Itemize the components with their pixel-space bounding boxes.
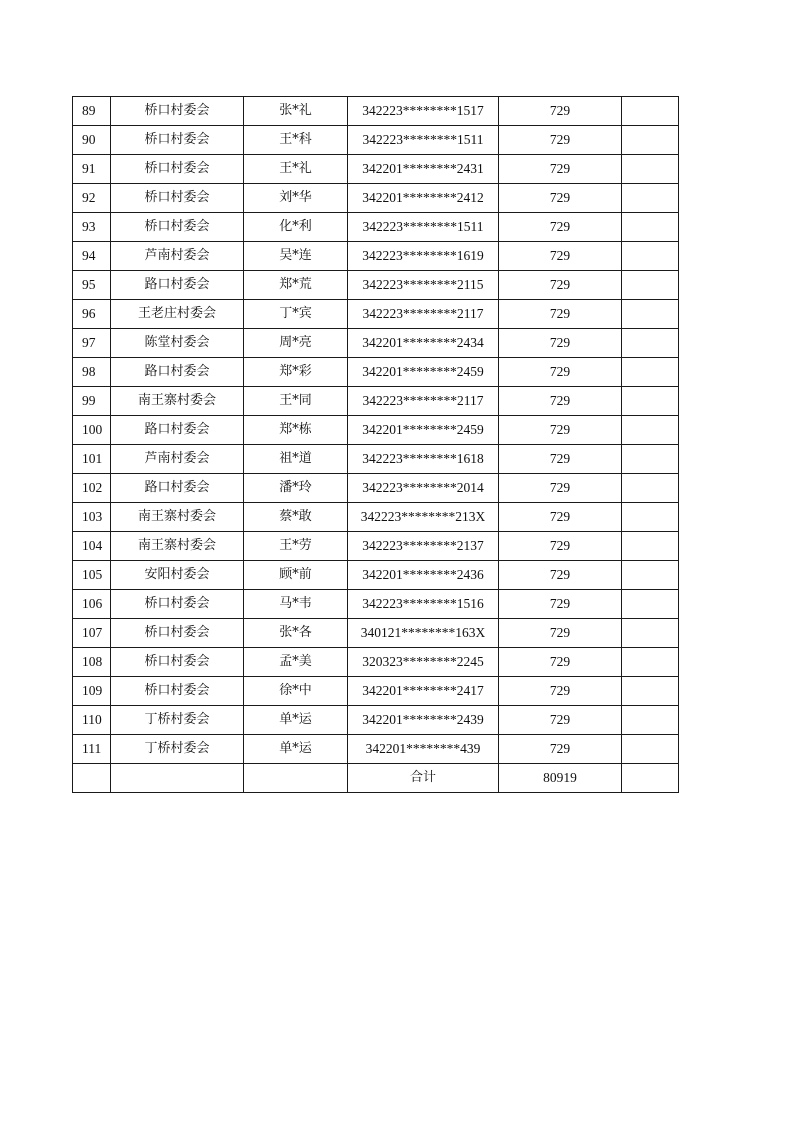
- village-committee-cell: 桥口村委会: [111, 97, 244, 126]
- note-cell: [622, 474, 679, 503]
- id-number-cell: 342201********2439: [348, 706, 499, 735]
- note-cell: [622, 387, 679, 416]
- village-committee-cell: 路口村委会: [111, 358, 244, 387]
- id-number-cell: 342223********2117: [348, 387, 499, 416]
- note-cell: [622, 590, 679, 619]
- note-cell: [622, 213, 679, 242]
- amount-cell: 729: [499, 648, 622, 677]
- village-committee-cell: 南王寨村委会: [111, 532, 244, 561]
- total-amount: 80919: [499, 764, 622, 793]
- village-committee-cell: 丁桥村委会: [111, 706, 244, 735]
- id-number-cell: 342223********2117: [348, 300, 499, 329]
- id-number-cell: 342223********1517: [348, 97, 499, 126]
- note-cell: [622, 677, 679, 706]
- note-cell: [622, 271, 679, 300]
- table-row: [73, 416, 679, 445]
- row-number-cell: 104: [73, 532, 111, 561]
- id-number-cell: 320323********2245: [348, 648, 499, 677]
- person-name-cell: 王*礼: [244, 155, 348, 184]
- amount-cell: 729: [499, 271, 622, 300]
- id-number-cell: 342223********1511: [348, 213, 499, 242]
- id-number-cell: 342223********1618: [348, 445, 499, 474]
- amount-cell: 729: [499, 561, 622, 590]
- village-committee-cell: 南王寨村委会: [111, 387, 244, 416]
- amount-cell: 729: [499, 126, 622, 155]
- amount-cell: 729: [499, 358, 622, 387]
- person-name-cell: 马*韦: [244, 590, 348, 619]
- id-number-cell: 342201********2434: [348, 329, 499, 358]
- village-committee-cell: 桥口村委会: [111, 677, 244, 706]
- row-number-cell: 93: [73, 213, 111, 242]
- note-cell: [622, 445, 679, 474]
- row-number-cell: 98: [73, 358, 111, 387]
- row-number-cell: 90: [73, 126, 111, 155]
- note-cell: [622, 561, 679, 590]
- row-number-cell: 92: [73, 184, 111, 213]
- table-row: [73, 677, 679, 706]
- amount-cell: 729: [499, 242, 622, 271]
- total-empty-cell: [73, 764, 111, 793]
- note-cell: [622, 358, 679, 387]
- table-row: [73, 271, 679, 300]
- table-row: [73, 590, 679, 619]
- row-number-cell: 95: [73, 271, 111, 300]
- row-number-cell: 110: [73, 706, 111, 735]
- amount-cell: 729: [499, 706, 622, 735]
- table-row: [73, 503, 679, 532]
- village-committee-cell: 桥口村委会: [111, 155, 244, 184]
- person-name-cell: 祖*道: [244, 445, 348, 474]
- amount-cell: 729: [499, 532, 622, 561]
- row-number-cell: 102: [73, 474, 111, 503]
- person-name-cell: 郑*荒: [244, 271, 348, 300]
- row-number-cell: 106: [73, 590, 111, 619]
- table-row: [73, 126, 679, 155]
- row-number-cell: 89: [73, 97, 111, 126]
- table-row: [73, 358, 679, 387]
- table-row: [73, 184, 679, 213]
- id-number-cell: 342223********1619: [348, 242, 499, 271]
- note-cell: [622, 300, 679, 329]
- amount-cell: 729: [499, 619, 622, 648]
- id-number-cell: 342223********1516: [348, 590, 499, 619]
- row-number-cell: 101: [73, 445, 111, 474]
- village-committee-cell: 桥口村委会: [111, 590, 244, 619]
- id-number-cell: 342201********2412: [348, 184, 499, 213]
- person-name-cell: 王*劳: [244, 532, 348, 561]
- table-row: [73, 97, 679, 126]
- village-committee-cell: 桥口村委会: [111, 126, 244, 155]
- id-number-cell: 342223********2137: [348, 532, 499, 561]
- note-cell: [622, 97, 679, 126]
- id-number-cell: 342223********1511: [348, 126, 499, 155]
- person-name-cell: 单*运: [244, 735, 348, 764]
- person-name-cell: 张*礼: [244, 97, 348, 126]
- id-number-cell: 342201********2417: [348, 677, 499, 706]
- id-number-cell: 340121********163X: [348, 619, 499, 648]
- note-cell: [622, 126, 679, 155]
- amount-cell: 729: [499, 97, 622, 126]
- person-name-cell: 丁*宾: [244, 300, 348, 329]
- id-number-cell: 342223********2014: [348, 474, 499, 503]
- table-row: [73, 329, 679, 358]
- amount-cell: 729: [499, 184, 622, 213]
- village-committee-cell: 桥口村委会: [111, 184, 244, 213]
- id-number-cell: 342201********2436: [348, 561, 499, 590]
- row-number-cell: 91: [73, 155, 111, 184]
- village-committee-cell: 芦南村委会: [111, 445, 244, 474]
- note-cell: [622, 532, 679, 561]
- row-number-cell: 111: [73, 735, 111, 764]
- amount-cell: 729: [499, 387, 622, 416]
- note-cell: [622, 329, 679, 358]
- village-committee-cell: 陈堂村委会: [111, 329, 244, 358]
- total-empty-cell: [111, 764, 244, 793]
- person-name-cell: 徐*中: [244, 677, 348, 706]
- person-name-cell: 王*科: [244, 126, 348, 155]
- table-row: [73, 213, 679, 242]
- person-name-cell: 单*运: [244, 706, 348, 735]
- village-committee-cell: 桥口村委会: [111, 619, 244, 648]
- note-cell: [622, 184, 679, 213]
- row-number-cell: 100: [73, 416, 111, 445]
- row-number-cell: 99: [73, 387, 111, 416]
- total-empty-cell: [244, 764, 348, 793]
- id-number-cell: 342223********213X: [348, 503, 499, 532]
- table-row: [73, 445, 679, 474]
- amount-cell: 729: [499, 213, 622, 242]
- id-number-cell: 342201********2459: [348, 416, 499, 445]
- amount-cell: 729: [499, 474, 622, 503]
- total-label: 合计: [348, 764, 499, 793]
- amount-cell: 729: [499, 503, 622, 532]
- person-name-cell: 化*利: [244, 213, 348, 242]
- person-name-cell: 吴*连: [244, 242, 348, 271]
- table-row: [73, 387, 679, 416]
- village-committee-cell: 路口村委会: [111, 474, 244, 503]
- village-committee-cell: 王老庄村委会: [111, 300, 244, 329]
- village-committee-cell: 丁桥村委会: [111, 735, 244, 764]
- table-row: [73, 532, 679, 561]
- amount-cell: 729: [499, 155, 622, 184]
- amount-cell: 729: [499, 735, 622, 764]
- table-row: [73, 242, 679, 271]
- note-cell: [622, 242, 679, 271]
- note-cell: [622, 503, 679, 532]
- person-name-cell: 王*同: [244, 387, 348, 416]
- note-cell: [622, 416, 679, 445]
- person-name-cell: 顾*前: [244, 561, 348, 590]
- row-number-cell: 105: [73, 561, 111, 590]
- row-number-cell: 94: [73, 242, 111, 271]
- row-number-cell: 107: [73, 619, 111, 648]
- note-cell: [622, 648, 679, 677]
- village-committee-cell: 安阳村委会: [111, 561, 244, 590]
- table-row: [73, 474, 679, 503]
- person-name-cell: 张*各: [244, 619, 348, 648]
- table-body: [73, 97, 679, 793]
- table-row: [73, 155, 679, 184]
- id-number-cell: 342201********439: [348, 735, 499, 764]
- row-number-cell: 96: [73, 300, 111, 329]
- total-row: [73, 764, 679, 793]
- row-number-cell: 97: [73, 329, 111, 358]
- note-cell: [622, 735, 679, 764]
- table-row: [73, 300, 679, 329]
- person-name-cell: 潘*玲: [244, 474, 348, 503]
- village-committee-cell: 芦南村委会: [111, 242, 244, 271]
- person-name-cell: 刘*华: [244, 184, 348, 213]
- amount-cell: 729: [499, 300, 622, 329]
- table-row: [73, 735, 679, 764]
- amount-cell: 729: [499, 677, 622, 706]
- amount-cell: 729: [499, 329, 622, 358]
- amount-cell: 729: [499, 416, 622, 445]
- village-committee-cell: 桥口村委会: [111, 213, 244, 242]
- id-number-cell: 342201********2459: [348, 358, 499, 387]
- person-name-cell: 周*亮: [244, 329, 348, 358]
- table-row: [73, 706, 679, 735]
- note-cell: [622, 619, 679, 648]
- person-name-cell: 郑*彩: [244, 358, 348, 387]
- row-number-cell: 109: [73, 677, 111, 706]
- village-committee-cell: 南王寨村委会: [111, 503, 244, 532]
- note-cell: [622, 155, 679, 184]
- person-name-cell: 蔡*敢: [244, 503, 348, 532]
- id-number-cell: 342201********2431: [348, 155, 499, 184]
- table-row: [73, 648, 679, 677]
- person-name-cell: 孟*美: [244, 648, 348, 677]
- row-number-cell: 108: [73, 648, 111, 677]
- table-row: [73, 619, 679, 648]
- amount-cell: 729: [499, 590, 622, 619]
- table-row: [73, 561, 679, 590]
- note-cell: [622, 706, 679, 735]
- row-number-cell: 103: [73, 503, 111, 532]
- person-name-cell: 郑*栋: [244, 416, 348, 445]
- amount-cell: 729: [499, 445, 622, 474]
- village-committee-cell: 路口村委会: [111, 271, 244, 300]
- village-committee-cell: 桥口村委会: [111, 648, 244, 677]
- total-empty-cell: [622, 764, 679, 793]
- subsidy-table: [72, 96, 679, 793]
- id-number-cell: 342223********2115: [348, 271, 499, 300]
- village-committee-cell: 路口村委会: [111, 416, 244, 445]
